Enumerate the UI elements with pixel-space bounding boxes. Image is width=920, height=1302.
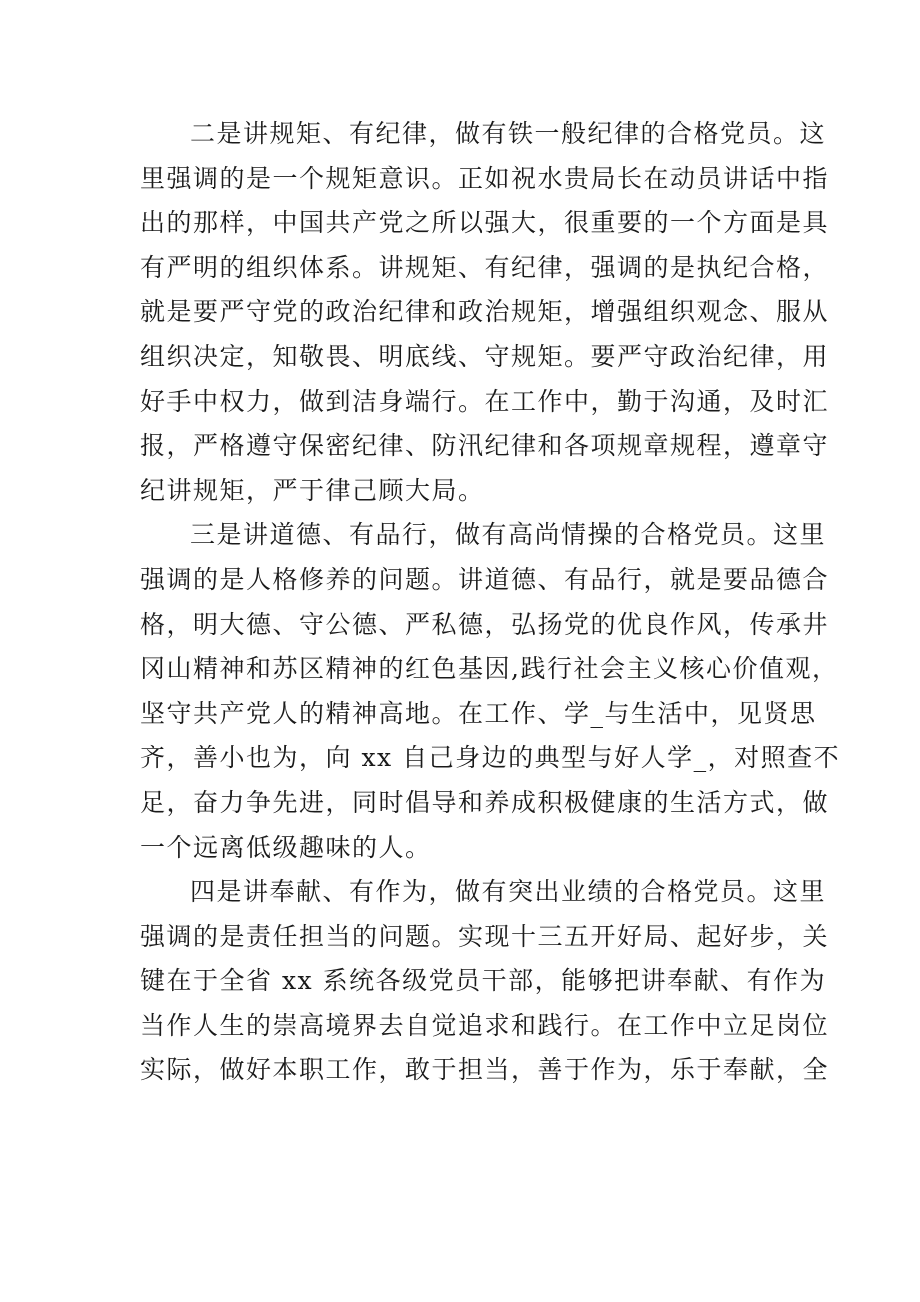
text-line: 有严明的组织体系。讲规矩、有纪律，强调的是执纪合格， bbox=[140, 252, 830, 282]
text-line: 当作人生的崇高境界去自觉追求和践行。在工作中立足岗位 bbox=[140, 1010, 830, 1040]
text-line: 一个远离低级趣味的人。 bbox=[140, 832, 432, 862]
text-line: 出的那样，中国共产党之所以强大，很重要的一个方面是具 bbox=[140, 208, 830, 238]
text-line: 足，奋力争先进，同时倡导和养成积极健康的生活方式，做 bbox=[140, 787, 830, 817]
text-line: 实际，做好本职工作，敢于担当，善于作为，乐于奉献，全 bbox=[140, 1055, 830, 1085]
text-line: 格，明大德、守公德、严私德，弘扬党的优良作风，传承井 bbox=[140, 609, 830, 639]
text-line: 强调的是人格修养的问题。讲道德、有品行，就是要品德合 bbox=[140, 564, 830, 594]
text-line: 纪讲规矩，严于律己顾大局。 bbox=[140, 475, 485, 505]
text-line: 三是讲道德、有品行，做有高尚情操的合格党员。这里 bbox=[190, 520, 827, 550]
paragraph-dedication-achievement bbox=[140, 870, 830, 1093]
text-line: 齐，善小也为，向 xx 自己身边的典型与好人学_，对照查不 bbox=[140, 743, 841, 773]
text-line: 就是要严守党的政治纪律和政治规矩，增强组织观念、服从 bbox=[140, 297, 830, 327]
text-line: 强调的是责任担当的问题。实现十三五开好局、起好步，关 bbox=[140, 921, 830, 951]
text-line: 里强调的是一个规矩意识。正如祝水贵局长在动员讲话中指 bbox=[140, 163, 830, 193]
text-line: 坚守共产党人的精神高地。在工作、学_与生活中，见贤思 bbox=[140, 698, 817, 728]
text-line: 二是讲规矩、有纪律，做有铁一般纪律的合格党员。这 bbox=[190, 119, 827, 148]
text-line: 冈山精神和苏区精神的红色基因,践行社会主义核心价值观， bbox=[140, 654, 839, 684]
paragraph-rules-discipline bbox=[140, 112, 830, 513]
text-line: 组织决定，知敬畏、明底线、守规矩。要严守政治纪律，用 bbox=[140, 341, 830, 371]
text-line: 报，严格遵守保密纪律、防汛纪律和各项规章规程，遵章守 bbox=[140, 431, 830, 461]
paragraph-morality-conduct bbox=[140, 513, 841, 870]
text-line: 四是讲奉献、有作为，做有突出业绩的合格党员。这里 bbox=[190, 877, 827, 907]
document-body bbox=[140, 112, 841, 1093]
text-line: 键在于全省 xx 系统各级党员干部，能够把讲奉献、有作为 bbox=[140, 966, 827, 996]
text-line: 好手中权力，做到洁身端行。在工作中，勤于沟通，及时汇 bbox=[140, 386, 830, 416]
